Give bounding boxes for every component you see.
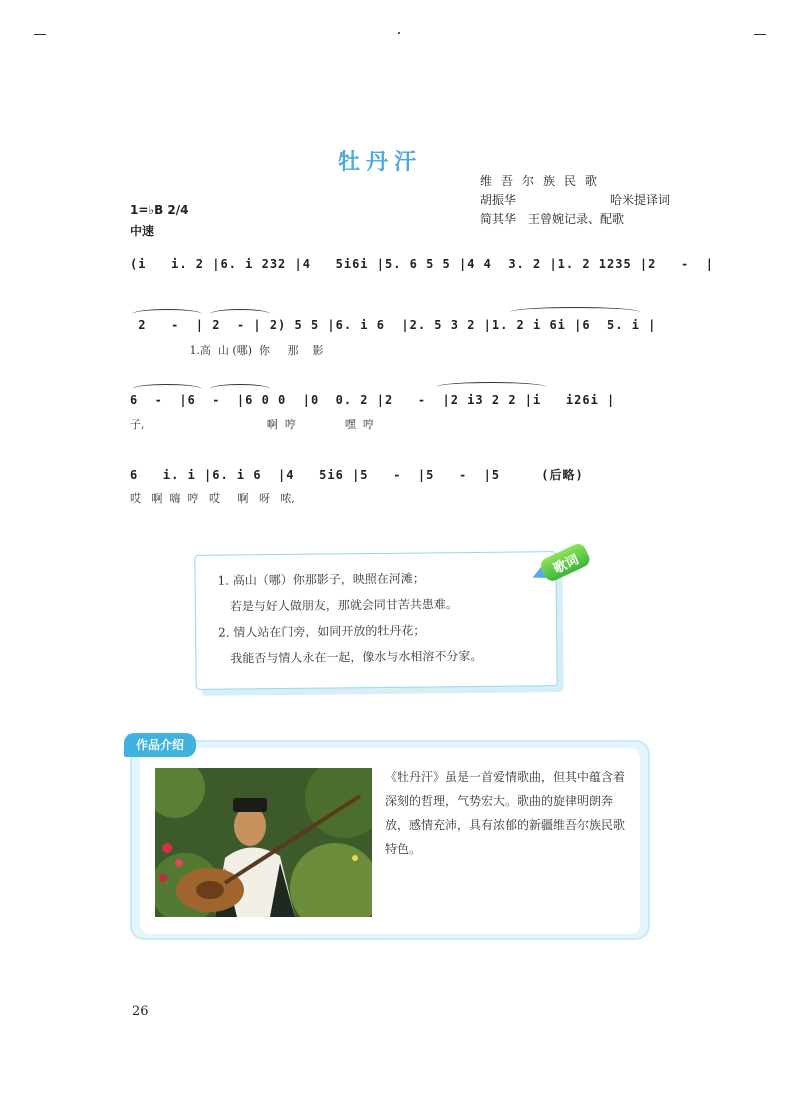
credit-lyrics-translator: 哈米提译词 (609, 193, 670, 207)
key-signature: 1=♭B 2/4 (130, 203, 189, 217)
score-line-3: 6 - |6 - |6 0 0 |0 0. 2 |2 - |2 i3 2 2 |i i26i | (130, 393, 616, 407)
lyrics-card (194, 551, 557, 690)
tie-mark (132, 384, 202, 389)
score-line-1: (i i. 2 |6. i 232 |4 5i6i |5. 6 5 5 |4 4 3. 2 |1. 2 1235 |2 - | (130, 257, 714, 271)
lyrics-line-4: 我能否与情人永在一起，像水与水相溶不分家。 (230, 648, 483, 666)
crop-mark-right (754, 34, 766, 35)
score-lyrics-4: 哎 啊 嗨 哼 哎 啊 呀 哝, (130, 492, 295, 505)
tie-mark (132, 309, 202, 314)
lyrics-badge (528, 537, 597, 593)
tie-mark (436, 382, 546, 387)
song-title: 牡丹汗 (337, 150, 422, 175)
lyrics-badge-label: 歌词 (551, 552, 582, 577)
tie-mark (210, 309, 270, 314)
intro-text: 《牡丹汗》虽是一首爱情歌曲，但其中蕴含着深刻的哲理，气势宏大。歌曲的旋律明朗奔放，感情充沛，具有浓郁的新疆维吾尔族民歌特色。 (385, 770, 626, 856)
page-number: 26 (132, 1004, 149, 1019)
tempo-marking: 中速 (130, 224, 155, 238)
lyrics-line-2: 若是与好人做朋友，那就会同甘苦共患难。 (229, 597, 458, 614)
lyrics-line-1: 1. 高山（哪）你那影子，映照在河滩； (217, 571, 425, 588)
tie-mark (210, 384, 270, 389)
credit-lyrics (480, 191, 670, 210)
crop-mark-center (398, 32, 400, 34)
score-line-4: 6 i. i |6. i 6 |4 5i6 |5 - |5 - |5 (后略) (130, 468, 584, 482)
score-line-2: 2 - | 2 - | 2) 5 5 |6. i 6 |2. 5 3 2 |1. 2 i 6i |6 5. i | (130, 318, 657, 332)
tie-mark (510, 307, 640, 312)
credit-genre: 维吾尔族民歌 (480, 174, 607, 188)
song-credits (480, 172, 670, 229)
intro-tab: 作品介绍 (124, 733, 196, 757)
score-lyrics-2: 1.高 山 (哪) 你 那 影 (130, 344, 324, 357)
crop-mark-left (34, 34, 46, 35)
credit-arrangement: 简其华 王曾婉记录、配歌 (480, 212, 625, 226)
musician-photo (155, 768, 372, 917)
score-lyrics-3: 子, 啊 哼 嘿 哼 (130, 418, 374, 431)
lyrics-line-3: 2. 情人站在门旁，如同开放的牡丹花； (218, 623, 426, 640)
credit-lyrics-author: 胡振华 (480, 193, 517, 207)
